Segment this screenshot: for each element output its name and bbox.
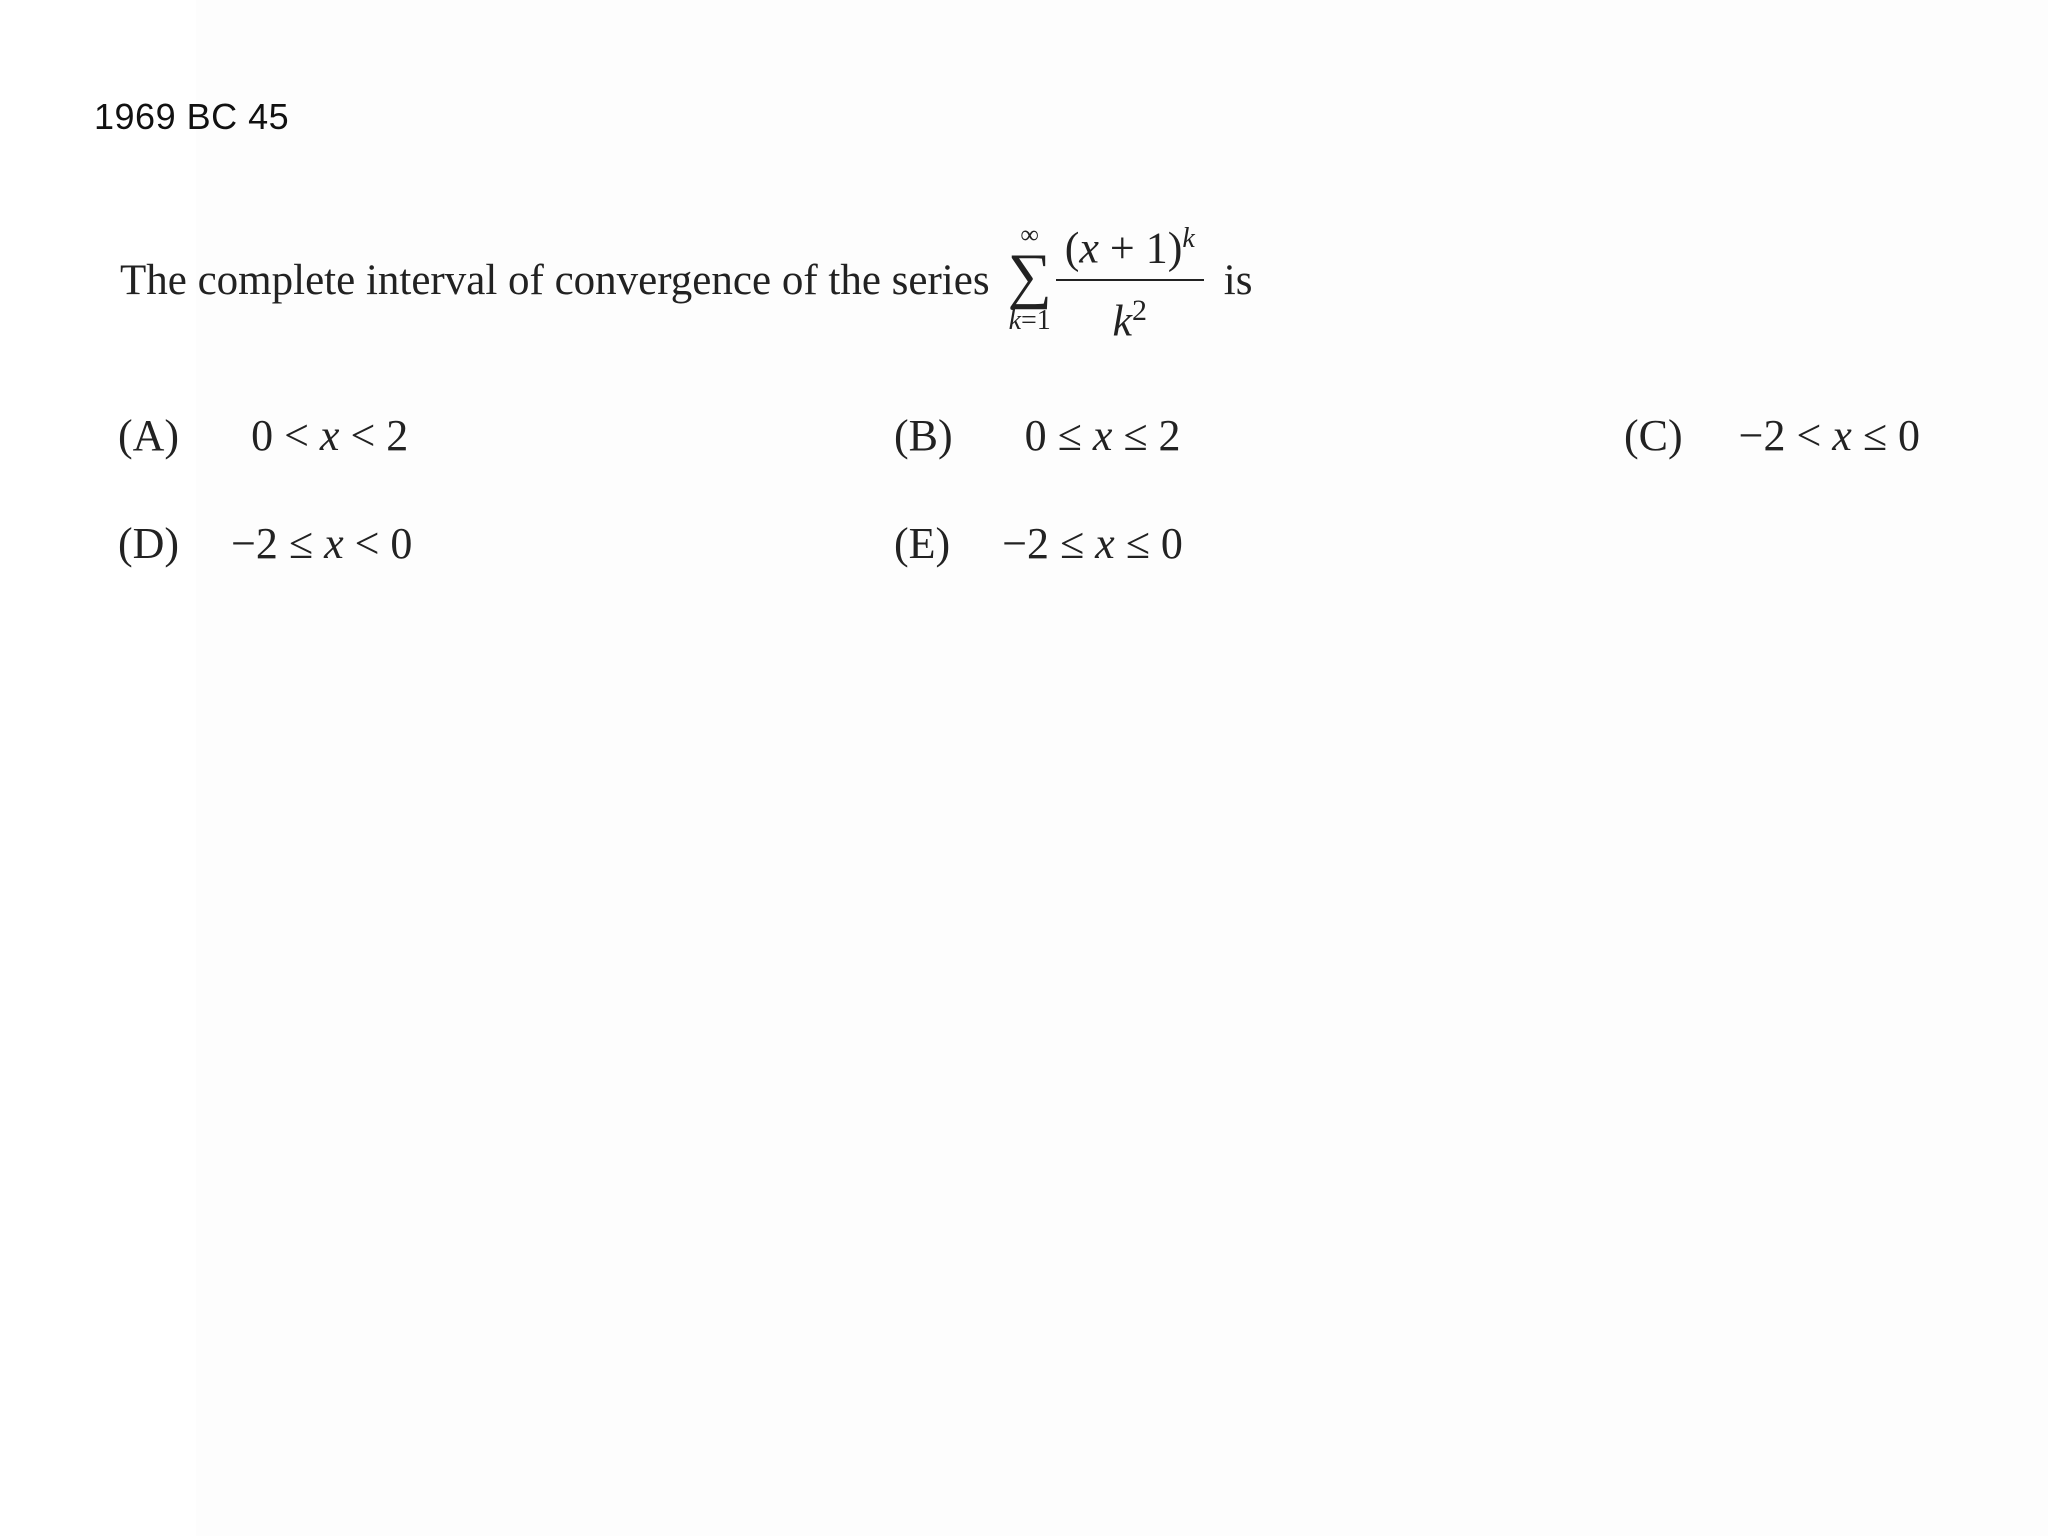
choice-letter: (D) xyxy=(118,519,180,568)
expr-left: −2 ≤ xyxy=(1002,519,1096,568)
answer-choice-a[interactable] xyxy=(118,410,408,461)
expr-variable: x xyxy=(1095,519,1115,568)
choice-letter: (C) xyxy=(1624,411,1683,460)
summation xyxy=(1008,222,1052,338)
fraction-denominator xyxy=(1113,281,1148,348)
summation-lower-limit xyxy=(1009,304,1051,338)
expr-left: 0 ≤ xyxy=(1024,411,1093,460)
numerator-open-paren: ( xyxy=(1064,223,1080,273)
expr-right: < 2 xyxy=(339,411,409,460)
question-tail-text: is xyxy=(1223,256,1253,304)
answer-choice-b[interactable] xyxy=(894,410,1181,461)
choice-letter: (A) xyxy=(118,411,180,460)
expr-right: ≤ 0 xyxy=(1114,519,1183,568)
choice-expression xyxy=(1002,518,1183,569)
expr-left: 0 < xyxy=(251,411,320,460)
summation-index-var: k xyxy=(1008,305,1021,336)
choice-letter: (B) xyxy=(894,411,953,460)
expr-right: < 0 xyxy=(343,519,413,568)
summation-index-start: =1 xyxy=(1021,305,1051,336)
expr-right: ≤ 2 xyxy=(1112,411,1181,460)
choice-expression xyxy=(251,410,408,461)
expr-variable: x xyxy=(319,411,340,460)
expr-left: −2 ≤ xyxy=(231,519,325,568)
summation-upper-limit: ∞ xyxy=(1020,220,1039,249)
numerator-rest: + 1) xyxy=(1098,223,1183,273)
expr-variable: x xyxy=(1832,411,1852,460)
choice-expression xyxy=(1739,410,1920,461)
question-stem xyxy=(120,200,1252,360)
problem-source-label: 1969 BC 45 xyxy=(94,96,290,137)
choice-expression xyxy=(1025,410,1181,461)
denominator-variable: k xyxy=(1112,296,1133,346)
question-lead-text: The complete interval of convergence of the series xyxy=(120,256,990,304)
choice-expression xyxy=(231,518,412,569)
expr-variable: x xyxy=(1092,411,1113,460)
expr-left: −2 < xyxy=(1738,411,1833,460)
series-expression xyxy=(1008,213,1204,347)
answer-choice-c[interactable] xyxy=(1624,410,1920,461)
denominator-exponent: 2 xyxy=(1132,293,1148,327)
series-term-fraction xyxy=(1056,213,1204,347)
fraction-numerator xyxy=(1061,213,1199,279)
answer-choice-e[interactable] xyxy=(894,518,1183,569)
summation-symbol: ∑ xyxy=(1007,242,1052,310)
expr-right: ≤ 0 xyxy=(1851,411,1920,460)
expr-variable: x xyxy=(324,519,344,568)
choice-letter: (E) xyxy=(894,519,951,568)
numerator-exponent: k xyxy=(1182,222,1195,254)
numerator-variable: x xyxy=(1079,223,1099,273)
answer-choice-d[interactable] xyxy=(118,518,412,569)
